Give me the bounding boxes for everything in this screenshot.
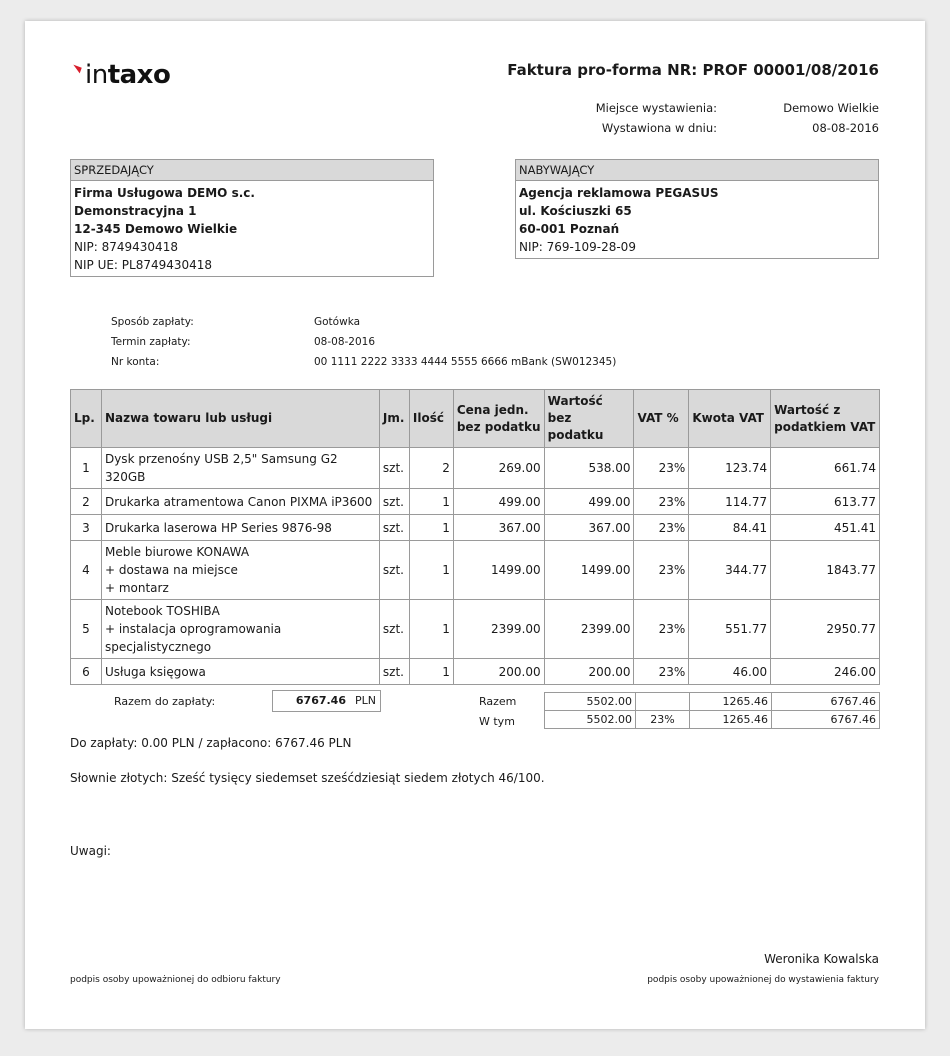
invoice-page [25, 21, 925, 1029]
seller-nip: NIP: 8749430418 [74, 240, 178, 254]
row-unit: szt. [379, 541, 409, 600]
row-name-line: Drukarka atramentowa Canon PIXMA iP3600 [104, 494, 373, 509]
row-vat-amount: 344.77 [689, 541, 771, 600]
table-row [71, 448, 880, 489]
issuer-name: Weronika Kowalska [764, 952, 879, 966]
table-row [71, 515, 880, 541]
table-row [71, 600, 880, 659]
invoice-title: Faktura pro-forma NR: PROF 00001/08/2016 [507, 61, 879, 79]
row-name-line: + instalacja oprogramowania specjalistycznego [104, 622, 282, 654]
wtym-vat: 23% [636, 711, 690, 729]
buyer-nip: NIP: 769-109-28-09 [519, 240, 636, 254]
row-unit: szt. [379, 448, 409, 489]
to-pay-currency: PLN [355, 694, 376, 707]
payment-due-label: Termin zapłaty: [111, 336, 191, 348]
col-name: Nazwa towaru lub usługi [101, 390, 379, 448]
wtym-net: 5502.00 [545, 711, 636, 729]
row-name-line: Usługa księgowa [104, 664, 206, 679]
row-unit: szt. [379, 659, 409, 685]
table-row [71, 541, 880, 600]
wtym-row [545, 711, 880, 729]
date-value: 08-08-2016 [812, 121, 879, 135]
row-name [101, 600, 379, 659]
razem-gross: 6767.46 [772, 693, 880, 711]
signature-receiver: podpis osoby upoważnionej do odbioru faktury [70, 975, 281, 985]
row-lp: 4 [71, 541, 102, 600]
row-net: 499.00 [544, 489, 634, 515]
row-name [101, 659, 379, 685]
row-lp: 1 [71, 448, 102, 489]
table-row [71, 489, 880, 515]
row-gross: 2950.77 [771, 600, 880, 659]
seller-city: 12-345 Demowo Wielkie [74, 222, 238, 236]
row-price: 367.00 [453, 515, 544, 541]
row-name [101, 541, 379, 600]
row-name [101, 448, 379, 489]
row-lp: 5 [71, 600, 102, 659]
place-value: Demowo Wielkie [783, 101, 879, 115]
row-lp: 2 [71, 489, 102, 515]
row-name-line: Notebook TOSHIBA [104, 604, 220, 618]
row-name-line: Drukarka laserowa HP Series 9876-98 [104, 520, 332, 535]
logo-text-light: in [85, 60, 108, 90]
row-price: 200.00 [453, 659, 544, 685]
account-label: Nr konta: [111, 356, 160, 368]
col-qty: Ilość [409, 390, 453, 448]
row-price: 1499.00 [453, 541, 544, 600]
row-gross: 1843.77 [771, 541, 880, 600]
row-vat: 23% [634, 448, 689, 489]
payment-due-value: 08-08-2016 [314, 336, 376, 348]
row-lp: 6 [71, 659, 102, 685]
buyer-city: 60-001 Poznań [519, 222, 620, 236]
account-value: 00 1111 2222 3333 4444 5555 6666 mBank (SW012345) [314, 356, 617, 368]
row-gross: 661.74 [771, 448, 880, 489]
row-qty: 1 [409, 515, 453, 541]
row-name [101, 515, 379, 541]
table-row [71, 659, 880, 685]
razem-vat-amount: 1265.46 [690, 693, 772, 711]
row-vat-amount: 46.00 [689, 659, 771, 685]
row-price: 499.00 [453, 489, 544, 515]
logo-text-bold: taxo [107, 60, 171, 90]
row-vat-amount: 84.41 [689, 515, 771, 541]
row-name-line: + montarz [104, 581, 169, 595]
wtym-vat-amount: 1265.46 [690, 711, 772, 729]
row-net: 2399.00 [544, 600, 634, 659]
seller-name: Firma Usługowa DEMO s.c. [74, 186, 255, 200]
razem-net: 5502.00 [545, 693, 636, 711]
row-gross: 613.77 [771, 489, 880, 515]
paid-line: Do zapłaty: 0.00 PLN / zapłacono: 6767.46 PLN [70, 736, 352, 750]
col-net: Wartość bez podatku [544, 390, 634, 448]
col-vat: VAT % [634, 390, 689, 448]
row-unit: szt. [379, 515, 409, 541]
col-lp: Lp. [71, 390, 102, 448]
row-name [101, 489, 379, 515]
buyer-heading: NABYWAJĄCY [516, 160, 878, 181]
row-name-line: Meble biurowe KONAWA [104, 545, 250, 559]
items-table [70, 389, 880, 685]
wtym-gross: 6767.46 [772, 711, 880, 729]
row-unit: szt. [379, 600, 409, 659]
razem-row [545, 693, 880, 711]
row-unit: szt. [379, 489, 409, 515]
items-header-row [71, 390, 880, 448]
buyer-street: ul. Kościuszki 65 [519, 204, 632, 218]
buyer-box [515, 159, 879, 259]
to-pay-value: 6767.46 [295, 694, 346, 707]
to-pay-box [272, 690, 381, 712]
seller-heading: SPRZEDAJĄCY [71, 160, 433, 181]
row-net: 367.00 [544, 515, 634, 541]
row-gross: 451.41 [771, 515, 880, 541]
row-vat: 23% [634, 515, 689, 541]
row-net: 1499.00 [544, 541, 634, 600]
row-qty: 1 [409, 541, 453, 600]
row-qty: 1 [409, 659, 453, 685]
row-qty: 2 [409, 448, 453, 489]
col-gross: Wartość z podatkiem VAT [771, 390, 880, 448]
totals-table [544, 692, 880, 729]
col-vat-amount: Kwota VAT [689, 390, 771, 448]
row-vat-amount: 123.74 [689, 448, 771, 489]
row-name-line: Dysk przenośny USB 2,5" Samsung G2 320GB [104, 452, 338, 484]
row-gross: 246.00 [771, 659, 880, 685]
row-qty: 1 [409, 600, 453, 659]
row-vat: 23% [634, 659, 689, 685]
col-unit: Jm. [379, 390, 409, 448]
row-vat-amount: 114.77 [689, 489, 771, 515]
seller-box [70, 159, 434, 277]
signature-issuer: podpis osoby upoważnionej do wystawienia faktury [647, 975, 879, 985]
intaxo-logo [72, 59, 170, 91]
date-label: Wystawiona w dniu: [601, 121, 717, 135]
notes-label: Uwagi: [70, 844, 111, 858]
seller-street: Demonstracyjna 1 [74, 204, 197, 218]
razem-vat [636, 693, 690, 711]
row-vat: 23% [634, 489, 689, 515]
row-price: 269.00 [453, 448, 544, 489]
col-price: Cena jedn. bez podatku [453, 390, 544, 448]
razem-label: Razem [479, 695, 517, 708]
place-label: Miejsce wystawienia: [595, 101, 717, 115]
to-pay-label: Razem do zapłaty: [114, 695, 216, 708]
row-qty: 1 [409, 489, 453, 515]
payment-method-label: Sposób zapłaty: [111, 316, 194, 328]
row-price: 2399.00 [453, 600, 544, 659]
logo-mark-icon [71, 65, 82, 74]
wtym-label: W tym [479, 715, 515, 728]
row-name-line: + dostawa na miejsce [104, 563, 238, 577]
row-net: 538.00 [544, 448, 634, 489]
row-lp: 3 [71, 515, 102, 541]
row-vat: 23% [634, 541, 689, 600]
row-vat-amount: 551.77 [689, 600, 771, 659]
row-net: 200.00 [544, 659, 634, 685]
amount-in-words: Słownie złotych: Sześć tysięcy siedemset sześćdziesiąt siedem złotych 46/100. [70, 771, 545, 785]
seller-nip-ue: NIP UE: PL8749430418 [74, 258, 213, 272]
buyer-name: Agencja reklamowa PEGASUS [519, 186, 719, 200]
row-vat: 23% [634, 600, 689, 659]
payment-method-value: Gotówka [314, 316, 361, 328]
